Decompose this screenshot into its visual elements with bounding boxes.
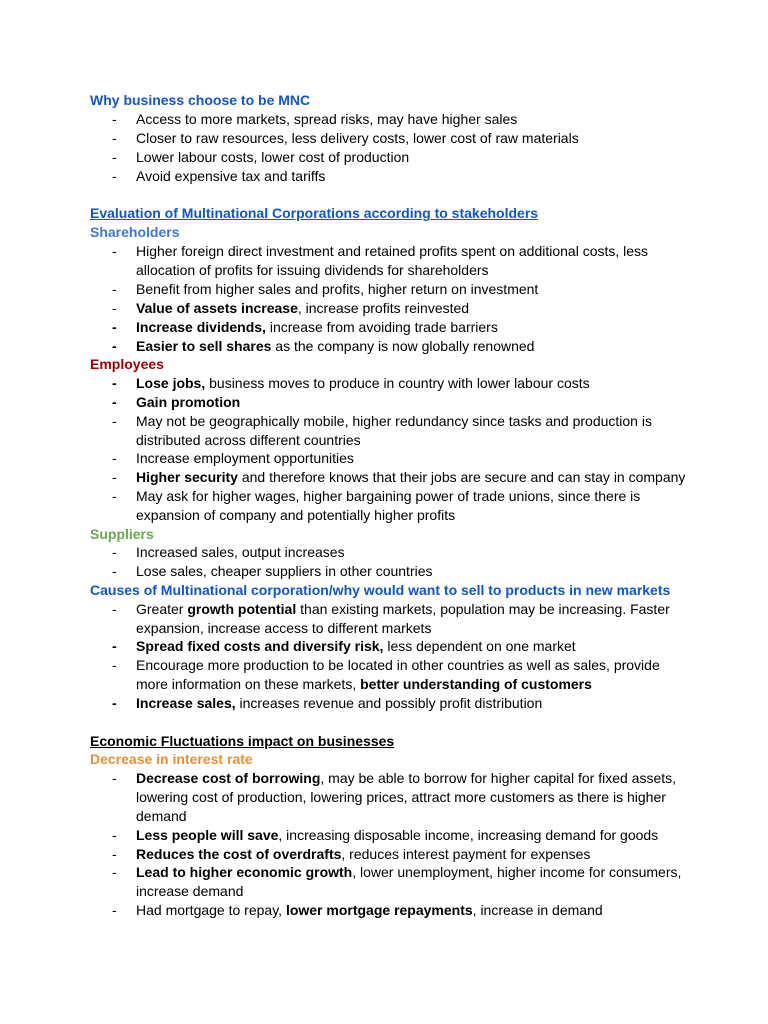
bullet-item — [112, 337, 534, 356]
bold-text: Increase sales, — [136, 695, 236, 711]
section-heading — [90, 91, 310, 110]
line-text — [136, 695, 542, 711]
text-run: expansion of company and potentially higher profits — [136, 507, 456, 523]
bullet-dash: - — [112, 657, 117, 673]
text-run: Lower labour costs, lower cost of production — [136, 149, 410, 165]
bullet-dash: - — [112, 413, 117, 429]
bullet-item — [112, 374, 590, 393]
bullet-item — [112, 562, 433, 581]
bold-text: Less people will save — [136, 827, 279, 843]
line-text — [136, 864, 681, 880]
text-run: , increase profits reinvested — [297, 300, 470, 316]
text-run: Suppliers — [90, 526, 154, 542]
text-run: Lose sales, cheaper suppliers in other countries — [136, 563, 433, 579]
text-run: Avoid expensive tax and tariffs — [136, 168, 326, 184]
text-run: Increased sales, output increases — [136, 544, 345, 560]
bullet-dash: - — [112, 111, 117, 127]
line-text — [136, 469, 685, 485]
bullet-dash: - — [112, 450, 117, 466]
text-run: Causes of Multinational corporation/why would want to sell to products in new markets — [90, 582, 671, 598]
text-run: lowering cost of production, lowering prices, attract more customers as there is higher — [136, 789, 666, 805]
bullet-item — [112, 826, 658, 845]
bold-text: Spread fixed costs and diversify risk, — [136, 638, 384, 654]
line-text — [136, 657, 660, 673]
bullet-continuation — [136, 431, 361, 450]
text-run: , lower unemployment, higher income for consumers, — [352, 864, 682, 880]
bullet-dash: - — [112, 695, 117, 711]
line-text — [136, 262, 489, 278]
text-run: May not be geographically mobile, higher redundancy since tasks and production is — [136, 413, 652, 429]
bullet-item — [112, 487, 640, 506]
line-text — [136, 450, 354, 466]
text-run: less dependent on one market — [383, 638, 576, 654]
text-run: Access to more markets, spread risks, may have higher sales — [136, 111, 518, 127]
bullet-item — [112, 412, 652, 431]
text-run: increases revenue and possibly profit distribution — [235, 695, 543, 711]
line-text — [136, 149, 409, 165]
line-text — [136, 770, 676, 786]
text-run: increase from avoiding trade barriers — [265, 319, 498, 335]
bullet-item — [112, 110, 517, 129]
bullet-item — [112, 600, 670, 619]
bullet-dash: - — [112, 563, 117, 579]
line-text — [136, 563, 433, 579]
bullet-dash: - — [112, 338, 117, 354]
bullet-item — [112, 449, 354, 468]
line-text — [136, 902, 603, 918]
bullet-dash: - — [112, 300, 117, 316]
line-text — [136, 338, 534, 354]
section-heading — [90, 204, 538, 223]
bullet-item — [112, 769, 676, 788]
text-run: business moves to produce in country with lower labour costs — [205, 375, 590, 391]
text-run: demand — [136, 808, 187, 824]
line-text — [90, 526, 154, 542]
text-run: Shareholders — [90, 224, 180, 240]
bold-text: Value of assets increase — [136, 300, 298, 316]
bullet-dash: - — [112, 130, 117, 146]
line-text — [136, 827, 658, 843]
bold-text: Higher security — [136, 469, 238, 485]
line-text — [136, 300, 469, 316]
text-run: , increase in demand — [472, 902, 603, 918]
line-text — [136, 394, 240, 410]
line-text — [90, 751, 253, 767]
section-heading — [90, 732, 394, 751]
text-run: Why business choose to be MNC — [90, 92, 311, 108]
bullet-item — [112, 863, 681, 882]
bold-text: Lose jobs, — [136, 375, 206, 391]
line-text — [136, 413, 652, 429]
bullet-item — [112, 129, 579, 148]
bullet-item — [112, 242, 648, 261]
text-run: allocation of profits for issuing dividends for shareholders — [136, 262, 489, 278]
line-text — [136, 808, 187, 824]
line-text — [136, 883, 243, 899]
line-text — [136, 846, 590, 862]
text-run: Closer to raw resources, less delivery costs, lower cost of raw materials — [136, 130, 579, 146]
bullet-item — [112, 656, 660, 675]
text-run: Higher foreign direct investment and retained profits spent on additional costs, less — [136, 243, 649, 259]
bullet-dash: - — [112, 149, 117, 165]
bold-text: Lead to higher economic growth — [136, 864, 353, 880]
line-text — [136, 620, 431, 636]
bullet-dash: - — [112, 168, 117, 184]
bold-text: better understanding of customers — [360, 676, 592, 692]
bullet-item — [112, 543, 345, 562]
bullet-dash: - — [112, 864, 117, 880]
bullet-item — [112, 167, 325, 186]
bullet-dash: - — [112, 243, 117, 259]
text-run: , increasing disposable income, increasing demand for goods — [278, 827, 659, 843]
text-run: distributed across different countries — [136, 432, 361, 448]
text-run: and therefore knows that their jobs are secure and can stay in company — [237, 469, 686, 485]
bullet-dash: - — [112, 846, 117, 862]
bullet-continuation — [136, 675, 592, 694]
text-run: Increase employment opportunities — [136, 450, 354, 466]
bold-text: Increase dividends, — [136, 319, 266, 335]
line-text — [136, 130, 579, 146]
line-text — [136, 789, 666, 805]
bold-text: Gain promotion — [136, 394, 241, 410]
bullet-dash: - — [112, 394, 117, 410]
bold-text: Easier to sell shares — [136, 338, 272, 354]
bullet-item — [112, 637, 576, 656]
text-run: more information on these markets, — [136, 676, 361, 692]
text-run: Encourage more production to be located in other countries as well as sales, provide — [136, 657, 660, 673]
bold-text: Reduces the cost of overdrafts — [136, 846, 342, 862]
text-run: as the company is now globally renowned — [271, 338, 535, 354]
bullet-dash: - — [112, 281, 117, 297]
line-text — [90, 224, 179, 240]
text-run: Greater — [136, 601, 188, 617]
bullet-dash: - — [112, 601, 117, 617]
bullet-item — [112, 280, 538, 299]
bullet-continuation — [136, 882, 243, 901]
line-text — [136, 638, 576, 654]
section-heading — [90, 581, 670, 600]
bullet-continuation — [136, 807, 187, 826]
line-text — [136, 375, 590, 391]
section-heading — [90, 223, 179, 242]
bullet-item — [112, 901, 603, 920]
bullet-item — [112, 468, 685, 487]
bullet-dash: - — [112, 770, 117, 786]
line-text — [90, 92, 310, 108]
bold-text: growth potential — [187, 601, 297, 617]
line-text — [136, 507, 455, 523]
bullet-dash: - — [112, 902, 117, 918]
line-text — [136, 243, 648, 259]
bullet-dash: - — [112, 827, 117, 843]
line-text — [90, 582, 670, 598]
line-text — [90, 356, 164, 372]
text-run: than existing markets, population may be increasing. Faster — [296, 601, 670, 617]
line-text — [90, 733, 394, 749]
bullet-item — [112, 318, 498, 337]
bullet-dash: - — [112, 319, 117, 335]
bullet-item — [112, 694, 542, 713]
line-text — [136, 281, 538, 297]
bullet-dash: - — [112, 488, 117, 504]
bullet-item — [112, 299, 469, 318]
text-run: Economic Fluctuations impact on businesses — [90, 733, 395, 749]
line-text — [136, 432, 361, 448]
bullet-dash: - — [112, 375, 117, 391]
text-run: Benefit from higher sales and profits, higher return on investment — [136, 281, 539, 297]
text-run: , reduces interest payment for expenses — [341, 846, 591, 862]
text-run: increase demand — [136, 883, 244, 899]
line-text — [136, 319, 498, 335]
line-text — [136, 111, 517, 127]
line-text — [136, 488, 640, 504]
line-text — [90, 205, 538, 221]
line-text — [136, 544, 345, 560]
text-run: expansion, increase access to different markets — [136, 620, 432, 636]
section-heading — [90, 355, 164, 374]
bullet-dash: - — [112, 544, 117, 560]
text-run: Had mortgage to repay, — [136, 902, 286, 918]
bullet-item — [112, 393, 240, 412]
text-run: Employees — [90, 356, 164, 372]
section-heading — [90, 525, 154, 544]
bullet-item — [112, 148, 409, 167]
bullet-continuation — [136, 788, 666, 807]
line-text — [136, 168, 325, 184]
bold-text: lower mortgage repayments — [285, 902, 473, 918]
bullet-dash: - — [112, 469, 117, 485]
section-heading — [90, 750, 253, 769]
bullet-continuation — [136, 506, 455, 525]
bullet-continuation — [136, 261, 489, 280]
text-run: , may be able to borrow for higher capital for fixed assets, — [320, 770, 677, 786]
bullet-item — [112, 845, 590, 864]
bullet-continuation — [136, 619, 431, 638]
bold-text: Decrease cost of borrowing — [136, 770, 321, 786]
text-run: May ask for higher wages, higher bargaining power of trade unions, since there is — [136, 488, 641, 504]
text-run: Evaluation of Multinational Corporations according to stakeholders — [90, 205, 539, 221]
line-text — [136, 676, 592, 692]
text-run: Decrease in interest rate — [90, 751, 253, 767]
bullet-dash: - — [112, 638, 117, 654]
line-text — [136, 601, 670, 617]
